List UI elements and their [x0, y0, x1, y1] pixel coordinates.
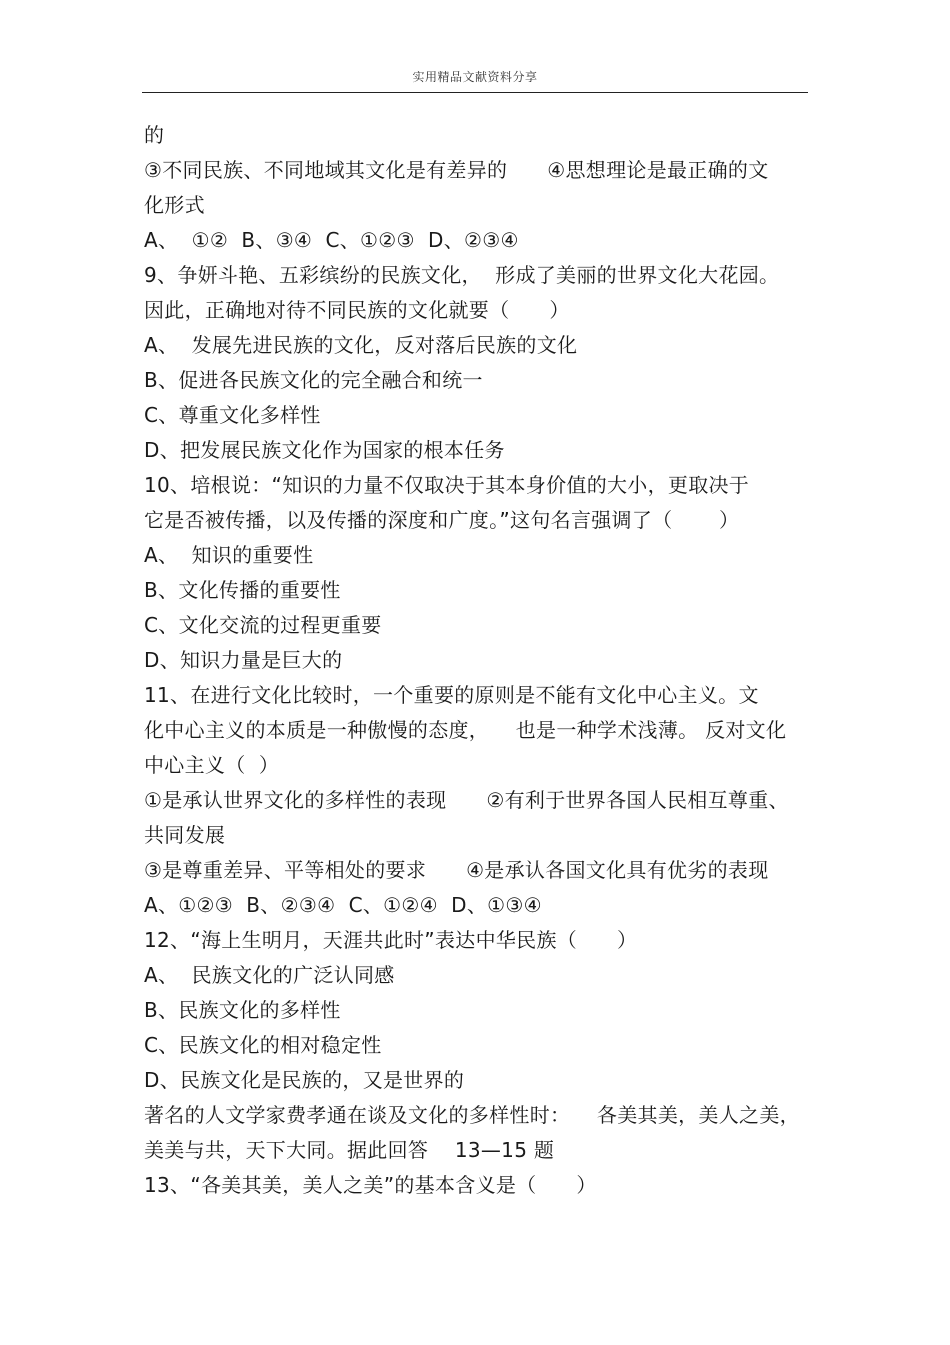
text-line: 化中心主义的本质是一种傲慢的态度， 也是一种学术浅薄。 反对文化 — [144, 718, 787, 742]
option-b: B、民族文化的多样性 — [144, 998, 341, 1022]
text-line: 因此，正确地对待不同民族的文化就要（ ） — [144, 298, 570, 322]
option-d: D、把发展民族文化作为国家的根本任务 — [144, 438, 505, 462]
text-line: ①是承认世界文化的多样性的表现 ②有利于世界各国人民相互尊重、 — [144, 788, 789, 812]
question-11: 11、在进行文化比较时，一个重要的原则是不能有文化中心主义。文 — [144, 683, 759, 707]
passage-intro: 著名的人文学家费孝通在谈及文化的多样性时： 各美其美，美人之美， — [144, 1103, 800, 1127]
option-a: A、 发展先进民族的文化，反对落后民族的文化 — [144, 333, 578, 357]
document-body — [144, 118, 814, 1203]
text-line: 化形式 — [144, 193, 205, 217]
page-header — [142, 62, 808, 93]
answer-options: A、 ①② B、③④ C、①②③ D、②③④ — [144, 228, 519, 252]
question-10: 10、培根说：“知识的力量不仅取决于其本身价值的大小，更取决于 — [144, 473, 750, 497]
text-line: 它是否被传播，以及传播的深度和广度。”这句名言强调了（ ） — [144, 508, 740, 532]
option-b: B、促进各民族文化的完全融合和统一 — [144, 368, 483, 392]
text-line: ③是尊重差异、平等相处的要求 ④是承认各国文化具有优劣的表现 — [144, 858, 769, 882]
text-line: 中心主义（ ） — [144, 753, 280, 777]
question-13: 13、“各美其美，美人之美”的基本含义是（ ） — [144, 1173, 597, 1197]
option-d: D、知识力量是巨大的 — [144, 648, 343, 672]
option-d: D、民族文化是民族的，又是世界的 — [144, 1068, 465, 1092]
question-9: 9、争妍斗艳、五彩缤纷的民族文化， 形成了美丽的世界文化大花园。 — [144, 263, 780, 287]
option-a: A、 民族文化的广泛认同感 — [144, 963, 395, 987]
option-b: B、文化传播的重要性 — [144, 578, 341, 602]
header-title: 实用精品文献资料分享 — [412, 70, 538, 84]
option-c: C、文化交流的过程更重要 — [144, 613, 382, 637]
text-line: 美美与共，天下大同。据此回答 13—15 题 — [144, 1138, 555, 1162]
text-line: 的 — [144, 123, 165, 147]
option-c: C、民族文化的相对稳定性 — [144, 1033, 382, 1057]
option-a: A、 知识的重要性 — [144, 543, 314, 567]
question-12: 12、“海上生明月，天涯共此时”表达中华民族（ ） — [144, 928, 638, 952]
text-line: 共同发展 — [144, 823, 226, 847]
option-c: C、尊重文化多样性 — [144, 403, 321, 427]
text-line: ③不同民族、不同地域其文化是有差异的 ④思想理论是最正确的文 — [144, 158, 769, 182]
answer-options: A、①②③ B、②③④ C、①②④ D、①③④ — [144, 893, 542, 917]
